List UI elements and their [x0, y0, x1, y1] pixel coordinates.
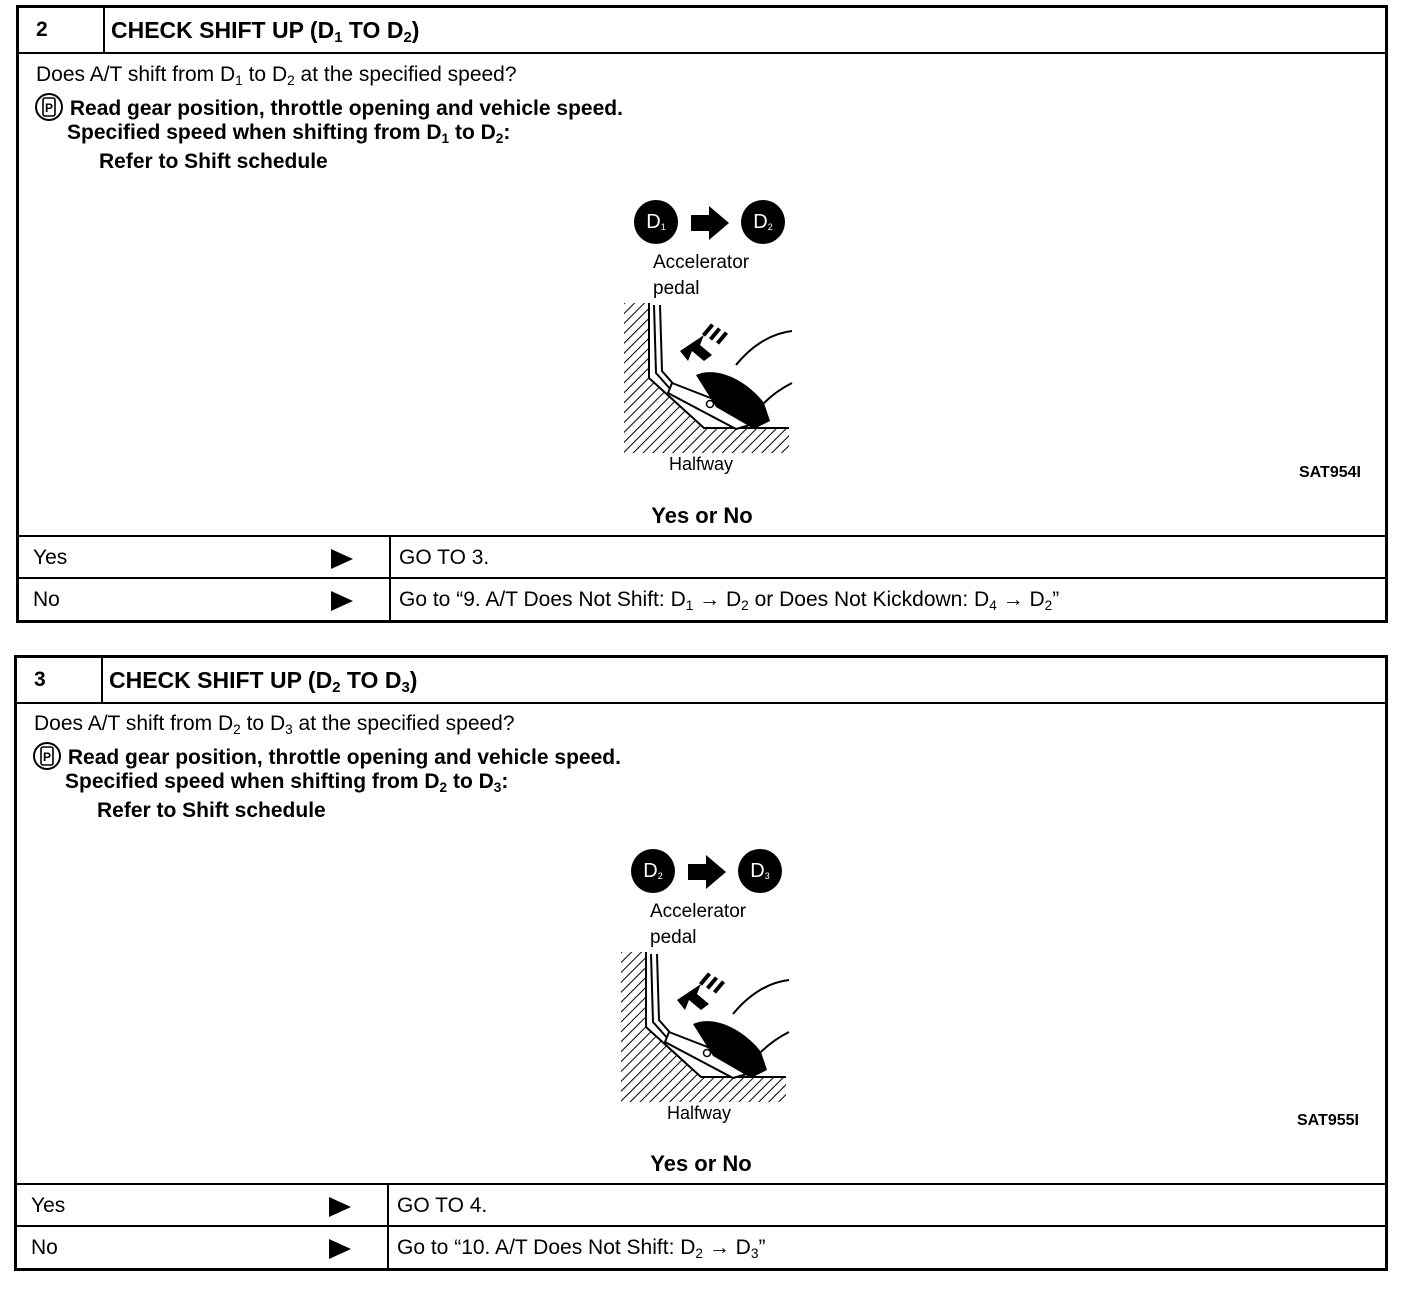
- spec-text: Specified speed when shifting from $D_2$ to $D_3$:: [65, 770, 509, 795]
- gear-to-badge: $D_2$: [741, 200, 785, 244]
- step-header: [19, 8, 1385, 54]
- gear-from-badge: $D_2$: [631, 849, 675, 893]
- yes-or-no: Yes or No: [650, 1151, 752, 1176]
- figure-label-pedal: pedal: [650, 927, 697, 948]
- answer-yes-label: Yes: [31, 1194, 66, 1217]
- answer-yes-action: GO TO 3.: [389, 537, 1385, 578]
- step-number: 2: [19, 8, 105, 52]
- right-triangle-icon: [329, 1239, 351, 1259]
- answer-row-yes: [19, 535, 1385, 578]
- answer-no-action: Go to “9. A/T Does Not Shift: $D_1 \to D_2$ or Does Not Kickdown: $D_4 \to D_2$”: [389, 579, 1385, 622]
- refer-text: Refer to Shift schedule: [97, 799, 326, 822]
- step-title: CHECK SHIFT UP ($D_1$ TO $D_2$): [111, 17, 420, 46]
- accelerator-pedal-illustration: [621, 952, 791, 1107]
- step-title: CHECK SHIFT UP ($D_2$ TO $D_3$): [109, 667, 418, 696]
- answer-no-label: No: [33, 588, 60, 611]
- shift-arrow-icon: [689, 206, 731, 240]
- shift-arrow-icon: [686, 855, 728, 889]
- figure-label-accelerator: Accelerator: [653, 252, 750, 273]
- consult-p-icon: [32, 741, 62, 771]
- question-text: Does A/T shift from $D_2$ to $D_3$ at the specified speed?: [34, 712, 515, 737]
- answer-row-no: [19, 577, 1385, 622]
- figure-code: SAT954I: [1299, 464, 1361, 481]
- svg-text:P: P: [44, 101, 54, 115]
- right-triangle-icon: [331, 591, 353, 611]
- figure-code: SAT955I: [1297, 1112, 1359, 1129]
- consult-p-icon: [34, 92, 64, 122]
- right-triangle-icon: [331, 549, 353, 569]
- answer-row-yes: [17, 1183, 1385, 1226]
- step-number: 3: [17, 658, 103, 702]
- answer-no-action: Go to “10. A/T Does Not Shift: $D_2 \to D_3$”: [387, 1227, 1385, 1270]
- right-triangle-icon: [329, 1197, 351, 1217]
- answer-yes-action: GO TO 4.: [387, 1185, 1385, 1226]
- figure-label-accelerator: Accelerator: [650, 901, 747, 922]
- figure-label-halfway: Halfway: [667, 1103, 732, 1123]
- step-header: [17, 658, 1385, 704]
- question-text: Does A/T shift from $D_1$ to $D_2$ at the specified speed?: [36, 63, 517, 88]
- answer-row-no: [17, 1225, 1385, 1270]
- instruction-line: [32, 741, 621, 771]
- instruction-text: Read gear position, throttle opening and vehicle speed.: [69, 97, 623, 120]
- answer-no-label: No: [31, 1236, 58, 1259]
- instruction-text: Read gear position, throttle opening and vehicle speed.: [67, 746, 621, 769]
- answer-yes-label: Yes: [33, 546, 68, 569]
- refer-text: Refer to Shift schedule: [99, 150, 328, 173]
- figure-label-pedal: pedal: [653, 278, 700, 299]
- step-3-block: [14, 655, 1388, 1271]
- step-2-block: [16, 5, 1388, 623]
- accelerator-pedal-illustration: [624, 303, 794, 458]
- instruction-line: [34, 92, 623, 122]
- yes-or-no: Yes or No: [651, 503, 753, 528]
- spec-text: Specified speed when shifting from $D_1$ to $D_2$:: [67, 121, 511, 146]
- gear-from-badge: $D_1$: [634, 200, 678, 244]
- svg-text:P: P: [42, 750, 52, 764]
- figure-label-halfway: Halfway: [669, 454, 734, 474]
- gear-to-badge: $D_3$: [738, 849, 782, 893]
